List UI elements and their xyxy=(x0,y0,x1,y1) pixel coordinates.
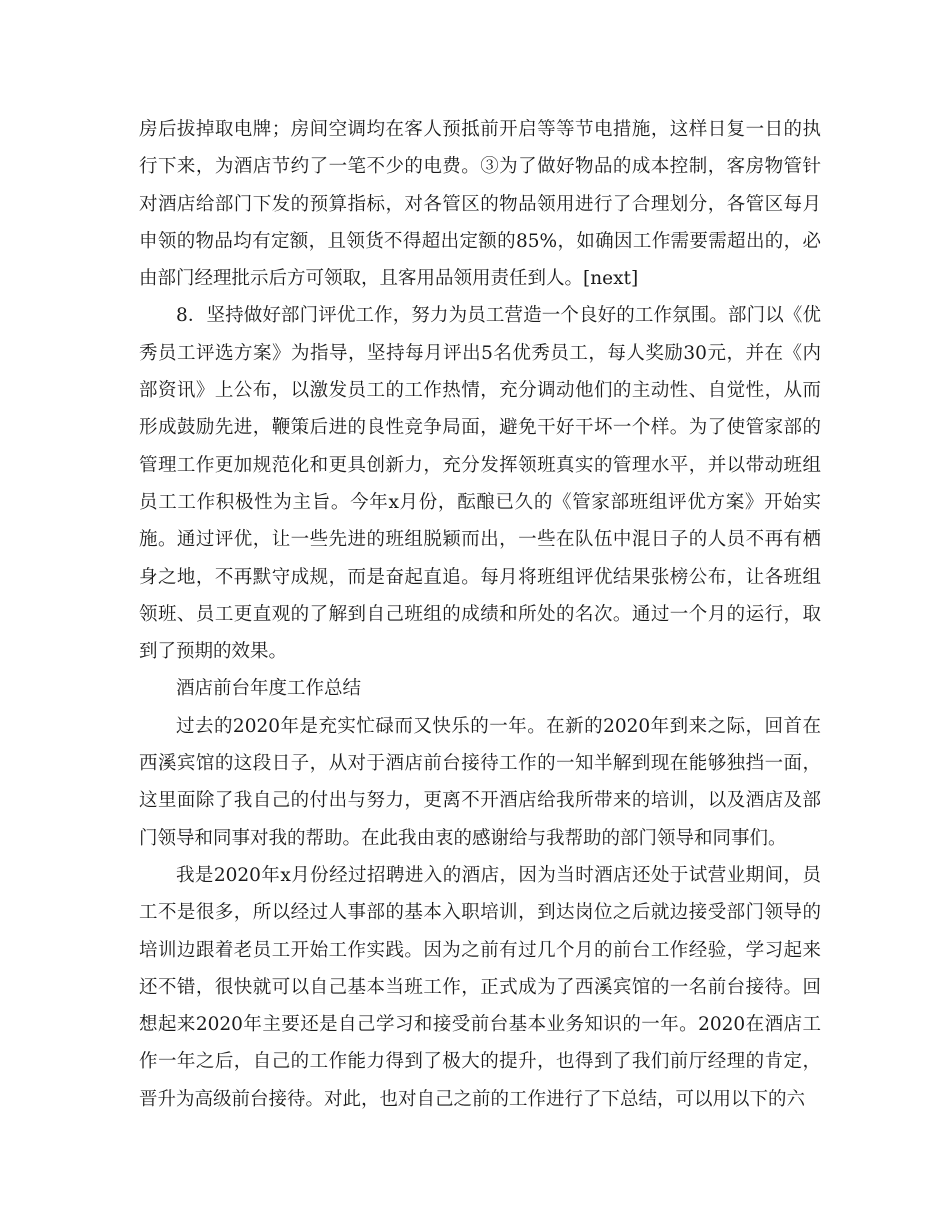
paragraph-energy-saving: 房后拔掉取电牌；房间空调均在客人预抵前开启等等节电措施，这样日复一日的执行下来，为酒店节约了一笔不少的电费。③为了做好物品的成本控制，客房物管针对酒店给部门下发的预算指标，对各管区的物品领用进行了合理划分，各管区每月申领的物品均有定额，且领货不得超出定额的85%，如确因工作需要需超出的，必由部门经理批示后方可领取，且客用品领用责任到人。[next] xyxy=(139,119,821,290)
paragraph-department-evaluation: 8．坚持做好部门评优工作，努力为员工营造一个良好的工作氛围。部门以《优秀员工评选方案》为指导，坚持每月评出5名优秀员工，每人奖励30元，并在《内部资讯》上公布，以激发员工的工作热情，充分调动他们的主动性、自觉性，从而形成鼓励先进，鞭策后进的良性竞争局面，避免干好干坏一个样。为了使管家部的管理工作更加规范化和更具创新力，充分发挥领班真实的管理水平，并以带动班组员工工作积极性为主旨。今年x月份，酝酿已久的《管家部班组评优方案》开始实施。通过评优，让一些先进的班组脱颖而出，一些在队伍中混日子的人员不再有栖身之地，不再默守成规，而是奋起直追。每月将班组评优结果张榜公布，让各班组领班、员工更直观的了解到自己班组的成绩和所处的名次。通过一个月的运行，取到了预期的效果。 xyxy=(139,305,821,663)
section-heading: 酒店前台年度工作总结 xyxy=(176,678,362,700)
paragraph-year-review: 过去的2020年是充实忙碌而又快乐的一年。在新的2020年到来之际，回首在西溪宾馆的这段日子，从对于酒店前台接待工作的一知半解到现在能够独挡一面，这里面除了我自己的付出与努力，更离不开酒店给我所带来的培训，以及酒店及部门领导和同事对我的帮助。在此我由衷的感谢给与我帮助的部门领导和同事们。 xyxy=(139,715,821,849)
document-body xyxy=(139,111,821,1118)
paragraph-career-history: 我是2020年x月份经过招聘进入的酒店，因为当时酒店还处于试营业期间，员工不是很多，所以经过人事部的基本入职培训，到达岗位之后就边接受部门领导的培训边跟着老员工开始工作实践。因为之前有过几个月的前台工作经验，学习起来还不错，很快就可以自己基本当班工作，正式成为了西溪宾馆的一名前台接待。回想起来2020年主要还是自己学习和接受前台基本业务知识的一年。2020在酒店工作一年之后，自己的工作能力得到了极大的提升，也得到了我们前厅经理的肯定，晋升为高级前台接待。对此，也对自己之前的工作进行了下总结，可以用以下的六 xyxy=(139,864,821,1110)
